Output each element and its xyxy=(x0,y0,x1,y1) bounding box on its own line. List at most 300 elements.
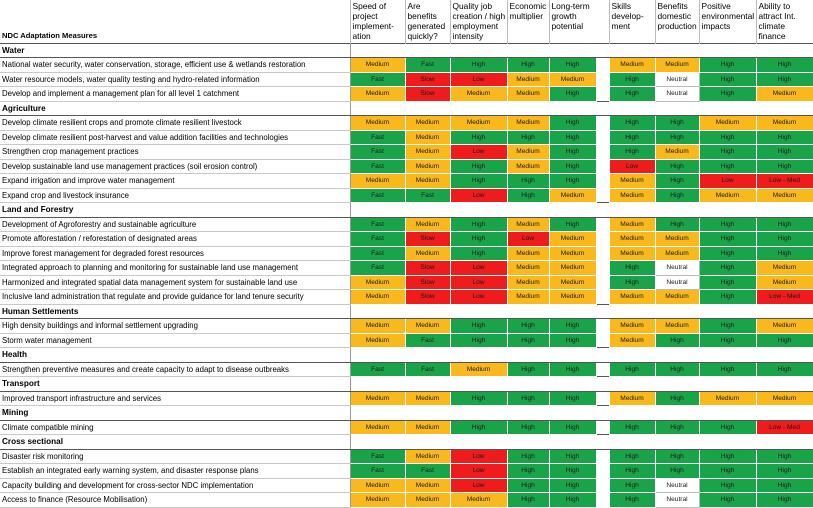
rating-cell: Medium xyxy=(350,319,405,334)
rating-cell: High xyxy=(609,449,655,464)
section-spacer xyxy=(549,203,596,218)
rating-cell: High xyxy=(699,58,756,73)
rating-cell: Medium xyxy=(609,246,655,261)
rating-cell: High xyxy=(655,116,699,131)
rating-cell: Slow xyxy=(405,290,450,305)
rating-cell: Neutral xyxy=(655,87,699,102)
rating-cell: Fast xyxy=(350,246,405,261)
rating-cell: Medium xyxy=(756,188,813,203)
column-gap xyxy=(596,159,609,174)
section-spacer xyxy=(699,348,756,363)
rating-cell: Low - Med xyxy=(756,174,813,189)
column-gap xyxy=(596,449,609,464)
rating-cell: Medium xyxy=(756,391,813,406)
rating-cell: High xyxy=(756,72,813,87)
section-row xyxy=(0,101,813,116)
section-spacer xyxy=(699,435,756,450)
section-spacer xyxy=(405,348,450,363)
rating-cell: Fast xyxy=(405,188,450,203)
table-row xyxy=(0,362,813,377)
rating-cell: Medium xyxy=(609,174,655,189)
rating-cell: Low xyxy=(450,72,507,87)
section-spacer xyxy=(450,43,507,58)
rating-cell: Neutral xyxy=(655,72,699,87)
rating-cell: Fast xyxy=(350,217,405,232)
section-spacer xyxy=(350,304,405,319)
column-gap xyxy=(596,362,609,377)
col-growth: Long-term growth potential xyxy=(549,0,596,43)
rating-cell: Fast xyxy=(350,72,405,87)
rating-cell: Medium xyxy=(405,130,450,145)
measure-label: Develop and implement a management plan for all level 1 catchment xyxy=(0,87,350,102)
rating-cell: Fast xyxy=(405,58,450,73)
section-spacer xyxy=(609,43,655,58)
rating-cell: Medium xyxy=(756,87,813,102)
section-spacer xyxy=(596,203,609,218)
rating-cell: Medium xyxy=(405,493,450,508)
col-multiplier: Economic multiplier xyxy=(507,0,549,43)
column-gap xyxy=(596,493,609,508)
rating-cell: High xyxy=(699,478,756,493)
section-spacer xyxy=(450,101,507,116)
rating-cell: Low - Med xyxy=(756,420,813,435)
rating-cell: Neutral xyxy=(655,261,699,276)
section-spacer xyxy=(350,435,405,450)
rating-cell: High xyxy=(549,159,596,174)
section-spacer xyxy=(450,203,507,218)
rating-cell: Medium xyxy=(699,391,756,406)
section-spacer xyxy=(655,43,699,58)
measure-label: Expand crop and livestock insurance xyxy=(0,188,350,203)
rating-cell: High xyxy=(756,145,813,160)
measure-label: Strengthen crop management practices xyxy=(0,145,350,160)
section-spacer xyxy=(699,304,756,319)
rating-cell: High xyxy=(549,493,596,508)
rating-cell: High xyxy=(756,246,813,261)
section-spacer xyxy=(699,377,756,392)
rating-cell: Medium xyxy=(350,420,405,435)
rating-cell: Neutral xyxy=(655,478,699,493)
rating-cell: Medium xyxy=(609,333,655,348)
section-spacer xyxy=(655,101,699,116)
rating-cell: Fast xyxy=(350,449,405,464)
rating-cell: Medium xyxy=(549,275,596,290)
rating-cell: High xyxy=(756,217,813,232)
table-row xyxy=(0,261,813,276)
rating-cell: Low xyxy=(450,261,507,276)
column-gap xyxy=(596,420,609,435)
table-row xyxy=(0,145,813,160)
measure-label: Inclusive land administration that regulate and provide guidance for land tenure security xyxy=(0,290,350,305)
section-spacer xyxy=(596,43,609,58)
rating-cell: Fast xyxy=(350,188,405,203)
section-spacer xyxy=(405,101,450,116)
section-title: Mining xyxy=(0,406,350,421)
rating-cell: High xyxy=(450,217,507,232)
rating-cell: Medium xyxy=(756,275,813,290)
column-gap xyxy=(596,391,609,406)
section-spacer xyxy=(507,304,549,319)
rating-cell: High xyxy=(699,232,756,247)
rating-cell: High xyxy=(655,449,699,464)
rating-cell: High xyxy=(756,333,813,348)
section-spacer xyxy=(450,435,507,450)
rating-cell: Medium xyxy=(507,290,549,305)
rating-cell: Low xyxy=(507,232,549,247)
section-spacer xyxy=(609,406,655,421)
rating-cell: High xyxy=(756,58,813,73)
col-environment: Positive environmental impacts xyxy=(699,0,756,43)
rating-cell: High xyxy=(507,319,549,334)
col-finance: Ability to attract Int. climate finance xyxy=(756,0,813,43)
rating-cell: High xyxy=(450,232,507,247)
rating-cell: High xyxy=(549,58,596,73)
rating-cell: High xyxy=(507,449,549,464)
rating-cell: Medium xyxy=(609,58,655,73)
rating-cell: High xyxy=(609,261,655,276)
rating-cell: Medium xyxy=(350,478,405,493)
section-row xyxy=(0,435,813,450)
section-spacer xyxy=(350,203,405,218)
section-spacer xyxy=(350,101,405,116)
rating-cell: High xyxy=(549,478,596,493)
rating-cell: High xyxy=(699,275,756,290)
rating-cell: High xyxy=(655,362,699,377)
rating-cell: Medium xyxy=(609,217,655,232)
rating-cell: Medium xyxy=(756,261,813,276)
rating-cell: Fast xyxy=(350,464,405,479)
rating-cell: Low xyxy=(450,275,507,290)
rating-cell: Medium xyxy=(350,493,405,508)
rating-cell: Medium xyxy=(609,391,655,406)
table-row xyxy=(0,391,813,406)
section-spacer xyxy=(350,377,405,392)
table-row xyxy=(0,275,813,290)
measure-label: Improve forest management for degraded forest resources xyxy=(0,246,350,261)
rating-cell: High xyxy=(507,478,549,493)
rating-cell: Medium xyxy=(405,145,450,160)
rating-cell: High xyxy=(655,464,699,479)
section-spacer xyxy=(405,43,450,58)
rating-cell: High xyxy=(450,130,507,145)
table-row xyxy=(0,87,813,102)
table-row xyxy=(0,159,813,174)
column-gap xyxy=(596,72,609,87)
section-spacer xyxy=(756,43,813,58)
rating-cell: Medium xyxy=(350,391,405,406)
rating-cell: High xyxy=(699,333,756,348)
section-spacer xyxy=(507,435,549,450)
column-gap xyxy=(596,174,609,189)
measure-label: Disaster risk monitoring xyxy=(0,449,350,464)
rating-cell: High xyxy=(507,58,549,73)
column-gap xyxy=(596,290,609,305)
table-body xyxy=(0,43,813,507)
table-row xyxy=(0,174,813,189)
column-gap xyxy=(596,188,609,203)
section-spacer xyxy=(405,406,450,421)
rating-cell: Slow xyxy=(405,232,450,247)
rating-cell: High xyxy=(699,87,756,102)
table-row xyxy=(0,246,813,261)
column-gap xyxy=(596,261,609,276)
section-row xyxy=(0,348,813,363)
rating-cell: High xyxy=(549,87,596,102)
rating-cell: High xyxy=(756,159,813,174)
section-spacer xyxy=(405,435,450,450)
rating-cell: High xyxy=(450,174,507,189)
rating-cell: Medium xyxy=(450,87,507,102)
section-spacer xyxy=(596,304,609,319)
column-gap xyxy=(596,145,609,160)
table-row xyxy=(0,478,813,493)
measure-label: High density buildings and informal settlement upgrading xyxy=(0,319,350,334)
section-spacer xyxy=(699,203,756,218)
rating-cell: Neutral xyxy=(655,493,699,508)
column-gap xyxy=(596,0,609,43)
rating-cell: High xyxy=(549,391,596,406)
rating-cell: Medium xyxy=(405,319,450,334)
rating-cell: High xyxy=(699,246,756,261)
rating-cell: Low - Med xyxy=(756,290,813,305)
section-spacer xyxy=(507,406,549,421)
section-spacer xyxy=(699,101,756,116)
rating-cell: High xyxy=(699,290,756,305)
measure-label: Integrated approach to planning and monitoring for sustainable land use management xyxy=(0,261,350,276)
rating-cell: High xyxy=(756,232,813,247)
section-spacer xyxy=(596,101,609,116)
section-spacer xyxy=(350,43,405,58)
rating-cell: Medium xyxy=(699,116,756,131)
rating-cell: High xyxy=(549,217,596,232)
table-row xyxy=(0,72,813,87)
table-row xyxy=(0,493,813,508)
section-spacer xyxy=(596,377,609,392)
rating-cell: High xyxy=(756,130,813,145)
rating-cell: Medium xyxy=(655,290,699,305)
section-spacer xyxy=(756,435,813,450)
section-spacer xyxy=(655,406,699,421)
rating-cell: High xyxy=(756,449,813,464)
section-spacer xyxy=(609,304,655,319)
section-spacer xyxy=(756,406,813,421)
section-spacer xyxy=(405,304,450,319)
section-spacer xyxy=(596,348,609,363)
rating-cell: High xyxy=(549,116,596,131)
section-spacer xyxy=(507,377,549,392)
rating-cell: Medium xyxy=(549,188,596,203)
rating-cell: Medium xyxy=(350,58,405,73)
section-spacer xyxy=(450,304,507,319)
rating-cell: High xyxy=(507,333,549,348)
section-spacer xyxy=(609,101,655,116)
section-spacer xyxy=(609,435,655,450)
rating-cell: High xyxy=(450,391,507,406)
section-spacer xyxy=(655,348,699,363)
section-spacer xyxy=(655,203,699,218)
measure-label: Water resource models, water quality testing and hydro-related information xyxy=(0,72,350,87)
section-spacer xyxy=(655,304,699,319)
measure-label: Expand irrigation and improve water management xyxy=(0,174,350,189)
rating-cell: Medium xyxy=(507,116,549,131)
rating-cell: Medium xyxy=(549,72,596,87)
rating-cell: Medium xyxy=(609,319,655,334)
rating-cell: Slow xyxy=(405,275,450,290)
rating-cell: Medium xyxy=(350,116,405,131)
rating-cell: High xyxy=(699,362,756,377)
rating-cell: High xyxy=(549,319,596,334)
section-spacer xyxy=(609,203,655,218)
rating-cell: Fast xyxy=(350,261,405,276)
rating-cell: High xyxy=(655,391,699,406)
rating-cell: High xyxy=(699,449,756,464)
section-spacer xyxy=(350,348,405,363)
section-spacer xyxy=(450,377,507,392)
col-speed: Speed of project implement-ation xyxy=(350,0,405,43)
measure-label: Establish an integrated early warning system, and disaster response plans xyxy=(0,464,350,479)
section-title: Agriculture xyxy=(0,101,350,116)
section-spacer xyxy=(756,101,813,116)
section-spacer xyxy=(549,435,596,450)
measure-label: Harmonized and integrated spatial data management system for sustainable land use xyxy=(0,275,350,290)
rating-cell: Medium xyxy=(450,116,507,131)
section-spacer xyxy=(350,406,405,421)
rating-cell: High xyxy=(450,333,507,348)
rating-cell: Medium xyxy=(549,261,596,276)
rating-cell: High xyxy=(507,464,549,479)
rating-cell: Medium xyxy=(655,232,699,247)
rating-cell: Fast xyxy=(350,145,405,160)
column-gap xyxy=(596,58,609,73)
rating-cell: Medium xyxy=(507,275,549,290)
rating-cell: High xyxy=(609,493,655,508)
rating-cell: Medium xyxy=(405,116,450,131)
rating-cell: Low xyxy=(450,145,507,160)
col-quick: Are benefits generated quickly? xyxy=(405,0,450,43)
rating-cell: High xyxy=(507,391,549,406)
rating-cell: High xyxy=(609,145,655,160)
column-gap xyxy=(596,333,609,348)
rating-cell: High xyxy=(699,72,756,87)
measure-label: Climate compatible mining xyxy=(0,420,350,435)
rating-cell: High xyxy=(450,246,507,261)
rating-cell: High xyxy=(699,464,756,479)
measure-label: Improved transport infrastructure and services xyxy=(0,391,350,406)
rating-cell: High xyxy=(549,362,596,377)
section-spacer xyxy=(405,377,450,392)
rating-cell: High xyxy=(655,333,699,348)
rating-cell: Medium xyxy=(609,188,655,203)
section-row xyxy=(0,43,813,58)
section-spacer xyxy=(450,406,507,421)
measure-label: Strengthen preventive measures and create capacity to adapt to disease outbreaks xyxy=(0,362,350,377)
rating-cell: Low xyxy=(609,159,655,174)
rating-cell: Medium xyxy=(405,420,450,435)
rating-cell: High xyxy=(549,449,596,464)
rating-cell: High xyxy=(609,275,655,290)
column-gap xyxy=(596,116,609,131)
rating-cell: Neutral xyxy=(655,275,699,290)
rating-cell: Medium xyxy=(507,87,549,102)
rating-cell: Medium xyxy=(405,246,450,261)
rating-cell: Medium xyxy=(350,87,405,102)
section-spacer xyxy=(609,348,655,363)
rating-cell: Medium xyxy=(350,290,405,305)
section-row xyxy=(0,304,813,319)
rating-cell: High xyxy=(609,116,655,131)
section-row xyxy=(0,406,813,421)
table-row xyxy=(0,130,813,145)
rating-cell: High xyxy=(549,130,596,145)
rating-cell: Medium xyxy=(507,159,549,174)
rating-cell: Medium xyxy=(549,290,596,305)
rating-cell: High xyxy=(699,319,756,334)
column-gap xyxy=(596,217,609,232)
rating-cell: High xyxy=(507,174,549,189)
rating-cell: Medium xyxy=(756,116,813,131)
rating-cell: Medium xyxy=(507,217,549,232)
measure-label: Capacity building and development for cross-sector NDC implementation xyxy=(0,478,350,493)
rating-cell: High xyxy=(655,420,699,435)
rating-cell: Medium xyxy=(655,319,699,334)
section-title: Health xyxy=(0,348,350,363)
rating-cell: High xyxy=(609,420,655,435)
table-row xyxy=(0,116,813,131)
rating-cell: Medium xyxy=(405,478,450,493)
rating-cell: Fast xyxy=(350,362,405,377)
section-spacer xyxy=(699,43,756,58)
rating-cell: Medium xyxy=(549,232,596,247)
rating-cell: High xyxy=(655,159,699,174)
section-spacer xyxy=(596,435,609,450)
rating-cell: High xyxy=(609,87,655,102)
table-row xyxy=(0,449,813,464)
table-row xyxy=(0,333,813,348)
rating-cell: Low xyxy=(699,174,756,189)
rating-cell: High xyxy=(507,130,549,145)
column-gap xyxy=(596,87,609,102)
column-gap xyxy=(596,275,609,290)
rating-cell: Low xyxy=(450,188,507,203)
column-gap xyxy=(596,232,609,247)
section-title: Water xyxy=(0,43,350,58)
rating-cell: Medium xyxy=(655,58,699,73)
col-domestic: Benefits domestic production xyxy=(655,0,699,43)
rating-cell: Medium xyxy=(350,275,405,290)
section-spacer xyxy=(655,435,699,450)
rating-cell: Medium xyxy=(699,188,756,203)
rating-cell: High xyxy=(450,58,507,73)
rating-cell: High xyxy=(507,188,549,203)
rating-cell: High xyxy=(699,261,756,276)
rating-cell: Medium xyxy=(405,159,450,174)
rating-cell: High xyxy=(450,420,507,435)
section-spacer xyxy=(405,203,450,218)
rating-cell: Fast xyxy=(405,362,450,377)
column-gap xyxy=(596,319,609,334)
rating-cell: Low xyxy=(450,449,507,464)
rating-cell: Fast xyxy=(405,333,450,348)
measure-label: Develop climate resilient post-harvest and value addition facilities and technologies xyxy=(0,130,350,145)
rating-cell: High xyxy=(699,159,756,174)
column-gap xyxy=(596,464,609,479)
rating-cell: High xyxy=(609,478,655,493)
rating-cell: Medium xyxy=(655,145,699,160)
table-row xyxy=(0,217,813,232)
section-spacer xyxy=(549,406,596,421)
measure-label: Develop climate resilient crops and promote climate resilient livestock xyxy=(0,116,350,131)
rating-cell: Medium xyxy=(450,362,507,377)
